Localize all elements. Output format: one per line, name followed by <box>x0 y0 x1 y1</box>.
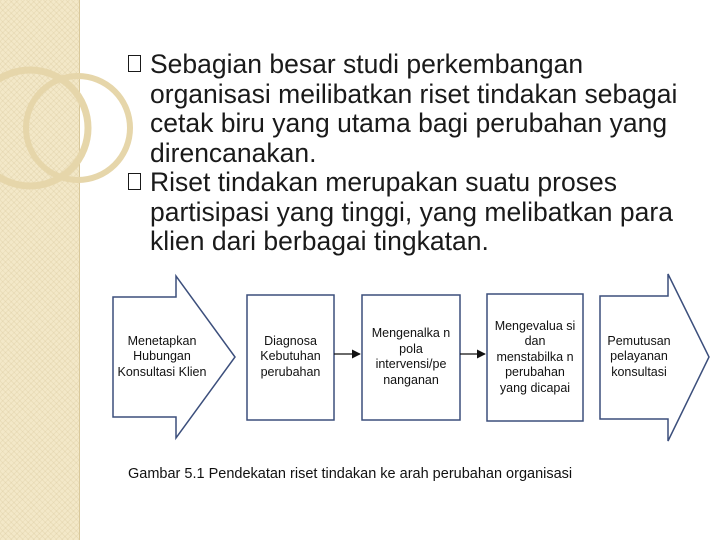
step-1-label: Menetapkan Hubungan Konsultasi Klien <box>117 333 207 379</box>
step-4-label: Mengevalua si dan menstabilka n perubahan yang dicapai <box>494 318 576 395</box>
step-3-label: Mengenalka n pola intervensi/pe nanganan <box>371 326 451 387</box>
step-2-label: Diagnosa Kebutuhan perubahan <box>260 333 321 379</box>
figure-caption: Gambar 5.1 Pendekatan riset tindakan ke arah perubahan organisasi <box>128 466 573 482</box>
bullet-text: Riset tindakan merupakan suatu proses partisipasi yang tinggi, yang melibatkan para klien dari berbagai tingkatan. <box>150 167 673 256</box>
step-5-label: Pemutusan pelayanan konsultasi <box>607 333 671 379</box>
bullet-text: Sebagian besar studi perkembangan organisasi meilibatkan riset tindakan sebagai cetak biru yang utama bagi perubahan yang direncanakan. <box>150 49 678 168</box>
